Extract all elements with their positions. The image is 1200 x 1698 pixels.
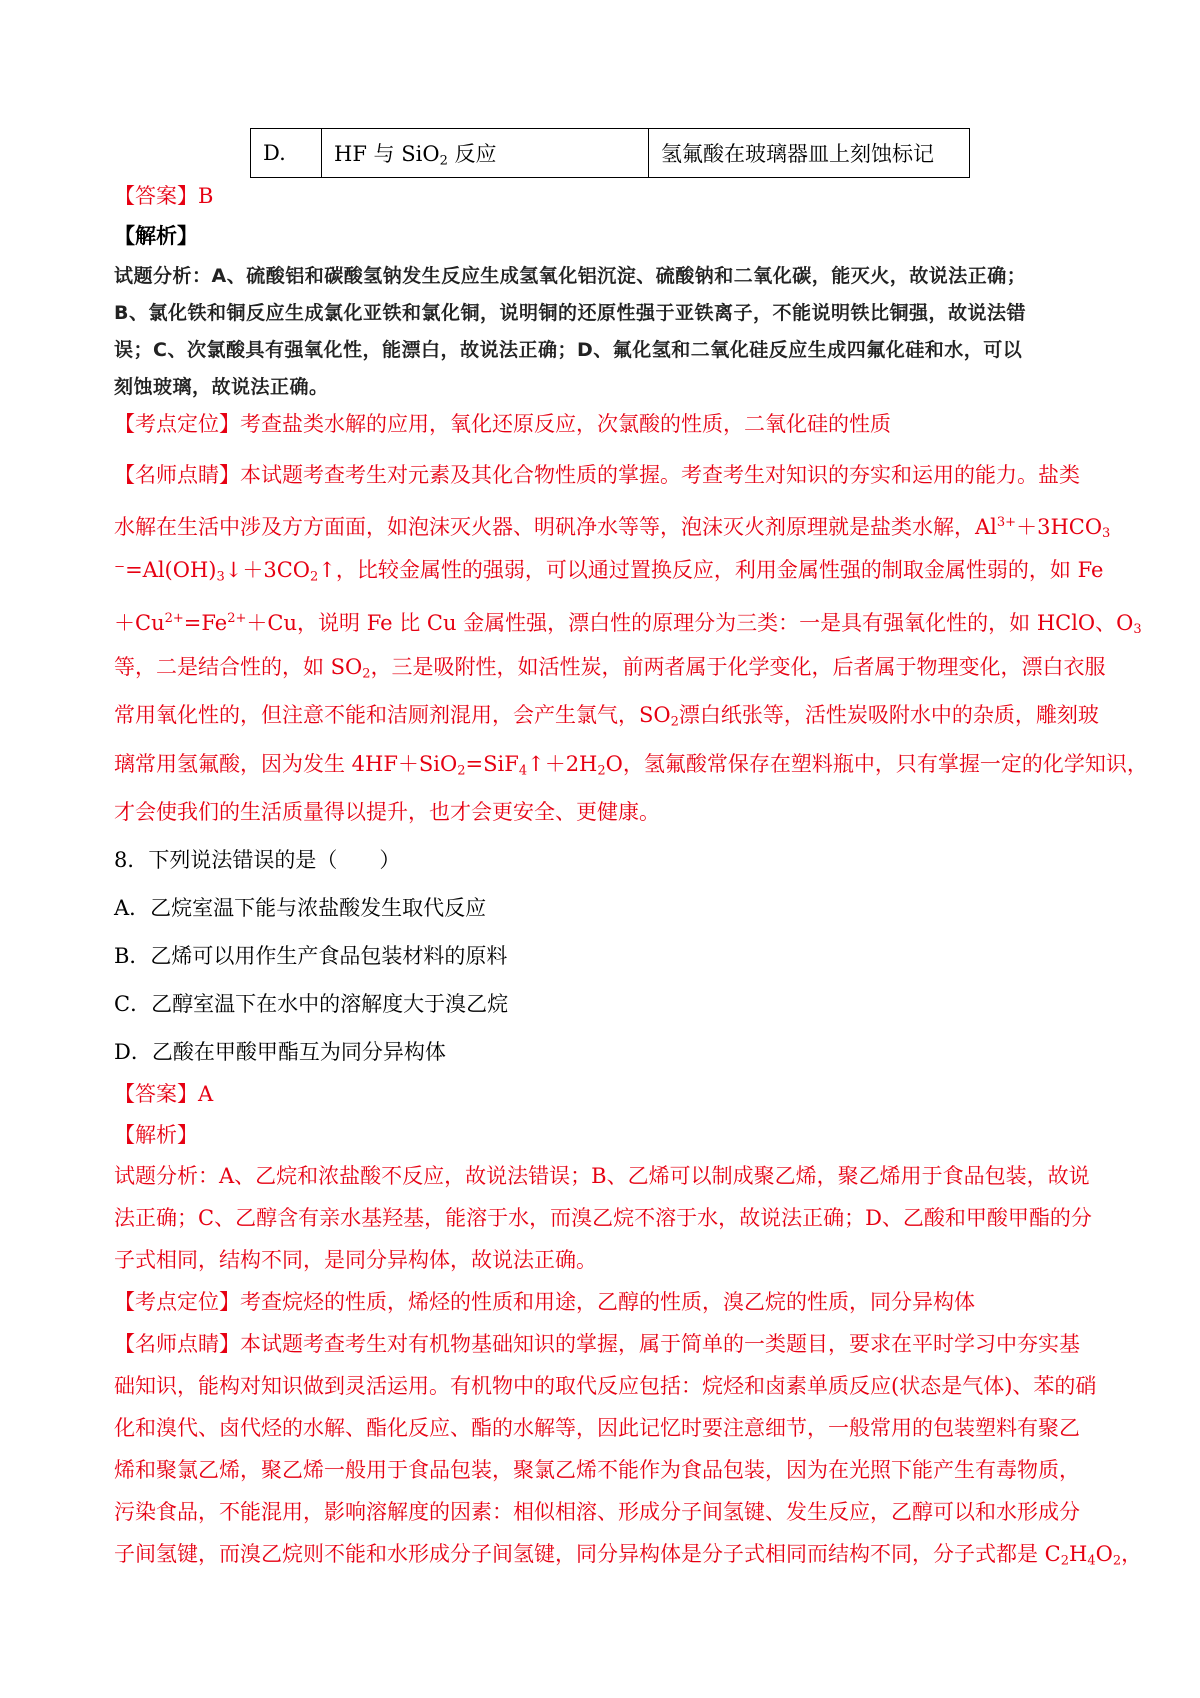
q8-question: 8．下列说法错误的是（ ） xyxy=(114,848,401,872)
q7-analysis-line: 试题分析：A、硫酸铝和碳酸氢钠发生反应生成氢氧化铝沉淀、硫酸钠和二氧化碳，能灭火，故说法正确； xyxy=(114,265,1027,287)
q7-analysis-line: 误；C、次氯酸具有强氧化性，能漂白，故说法正确；D、氟化氢和二氧化硅反应生成四氟化硅和水，可以 xyxy=(114,339,1023,361)
q7-kaodian: 【考点定位】考查盐类水解的应用，氧化还原反应，次氯酸的性质，二氧化硅的性质 xyxy=(114,412,891,436)
q7-dianjing-line: 【名师点睛】本试题考查考生对元素及其化合物性质的掌握。考查考生对知识的夯实和运用的能力。盐类 xyxy=(114,463,1080,487)
q8-option-b: B．乙烯可以用作生产食品包装材料的原料 xyxy=(114,944,508,968)
application-cell: 氢氟酸在玻璃器皿上刻蚀标记 xyxy=(649,129,970,178)
q8-answer: 【答案】A xyxy=(114,1082,214,1106)
q8-analysis-heading: 【解析】 xyxy=(114,1123,198,1147)
q7-analysis-line: B、氯化铁和铜反应生成氯化亚铁和氯化铜，说明铜的还原性强于亚铁离子，不能说明铁比铜强，故说法错 xyxy=(114,302,1026,324)
q7-dianjing-line: 才会使我们的生活质量得以提升，也才会更安全、更健康。 xyxy=(114,800,660,824)
q8-dianjing-line: 污染食品，不能混用，影响溶解度的因素：相似相溶、形成分子间氢键、发生反应，乙醇可以和水形成分 xyxy=(114,1500,1080,1524)
reaction-cell: HF 与 SiO$_2$ 反应 xyxy=(322,129,649,178)
q7-dianjing-line: 璃常用氢氟酸，因为发生 $4HF+SiO_2=SiF_4↑+2H_2O$，氢氟酸常保存在塑料瓶中，只有掌握一定的化学知识， xyxy=(114,752,1148,779)
q7-answer: 【答案】B xyxy=(114,184,214,208)
q8-analysis-line: 试题分析：A、乙烷和浓盐酸不反应，故说法错误；B、乙烯可以制成聚乙烯，聚乙烯用于食品包装，故说 xyxy=(114,1164,1090,1188)
q8-dianjing-line: 子间氢键，而溴乙烷则不能和水形成分子间氢键，同分异构体是分子式相同而结构不同，分子式都是 $C_2H_4O_2$， xyxy=(114,1542,1143,1569)
q8-kaodian: 【考点定位】考查烷烃的性质，烯烃的性质和用途，乙醇的性质，溴乙烷的性质，同分异构体 xyxy=(114,1290,975,1314)
q8-dianjing-line: 烯和聚氯乙烯，聚乙烯一般用于食品包装，聚氯乙烯不能作为食品包装，因为在光照下能产生有毒物质， xyxy=(114,1458,1080,1482)
q8-option-d: D．乙酸在甲酸甲酯互为同分异构体 xyxy=(114,1040,446,1064)
q8-option-a: A．乙烷室温下能与浓盐酸发生取代反应 xyxy=(114,896,487,920)
q7-dianjing-line: $^-=Al(OH)_3↓+3CO_2↑$，比较金属性的强弱，可以通过置换反应，利用金属性强的制取金属性弱的，如 Fe xyxy=(114,558,1104,585)
q8-dianjing-line: 化和溴代、卤代烃的水解、酯化反应、酯的水解等，因此记忆时要注意细节，一般常用的包装塑料有聚乙 xyxy=(114,1416,1080,1440)
q8-analysis-line: 法正确；C、乙醇含有亲水基羟基，能溶于水，而溴乙烷不溶于水，故说法正确；D、乙酸和甲酸甲酯的分 xyxy=(114,1206,1092,1230)
options-table xyxy=(250,128,970,178)
table-row xyxy=(251,129,970,178)
option-label-cell: D. xyxy=(251,129,322,178)
q8-dianjing-line: 【名师点睛】本试题考查考生对有机物基础知识的掌握，属于简单的一类题目，要求在平时学习中夯实基 xyxy=(114,1332,1080,1356)
q7-dianjing-line: 水解在生活中涉及方方面面，如泡沫灭火器、明矾净水等等，泡沫灭火剂原理就是盐类水解，$Al^{3+}+3HCO_3$ xyxy=(114,514,1111,542)
q7-analysis-line: 刻蚀玻璃，故说法正确。 xyxy=(114,376,329,398)
q8-option-c: C．乙醇室温下在水中的溶解度大于溴乙烷 xyxy=(114,992,509,1016)
q8-dianjing-line: 础知识，能构对知识做到灵活运用。有机物中的取代反应包括：烷烃和卤素单质反应(状态是气体)、苯的硝 xyxy=(114,1374,1097,1398)
q7-analysis-heading: 【解析】 xyxy=(114,223,198,248)
q7-dianjing-line: 常用氧化性的，但注意不能和洁厕剂混用，会产生氯气，$SO_2$漂白纸张等，活性炭吸附水中的杂质，雕刻玻 xyxy=(114,703,1099,730)
q7-dianjing-line: 等，二是结合性的，如 $SO_2$，三是吸附性，如活性炭，前两者属于化学变化，后者属于物理变化，漂白衣服 xyxy=(114,655,1106,682)
q7-dianjing-line: $+Cu^{2+}=Fe^{2+}+Cu$，说明 Fe 比 Cu 金属性强，漂白性的原理分为三类：一是具有强氧化性的，如 HClO、$O_3$ xyxy=(114,610,1142,638)
q8-analysis-line: 子式相同，结构不同，是同分异构体，故说法正确。 xyxy=(114,1248,597,1272)
